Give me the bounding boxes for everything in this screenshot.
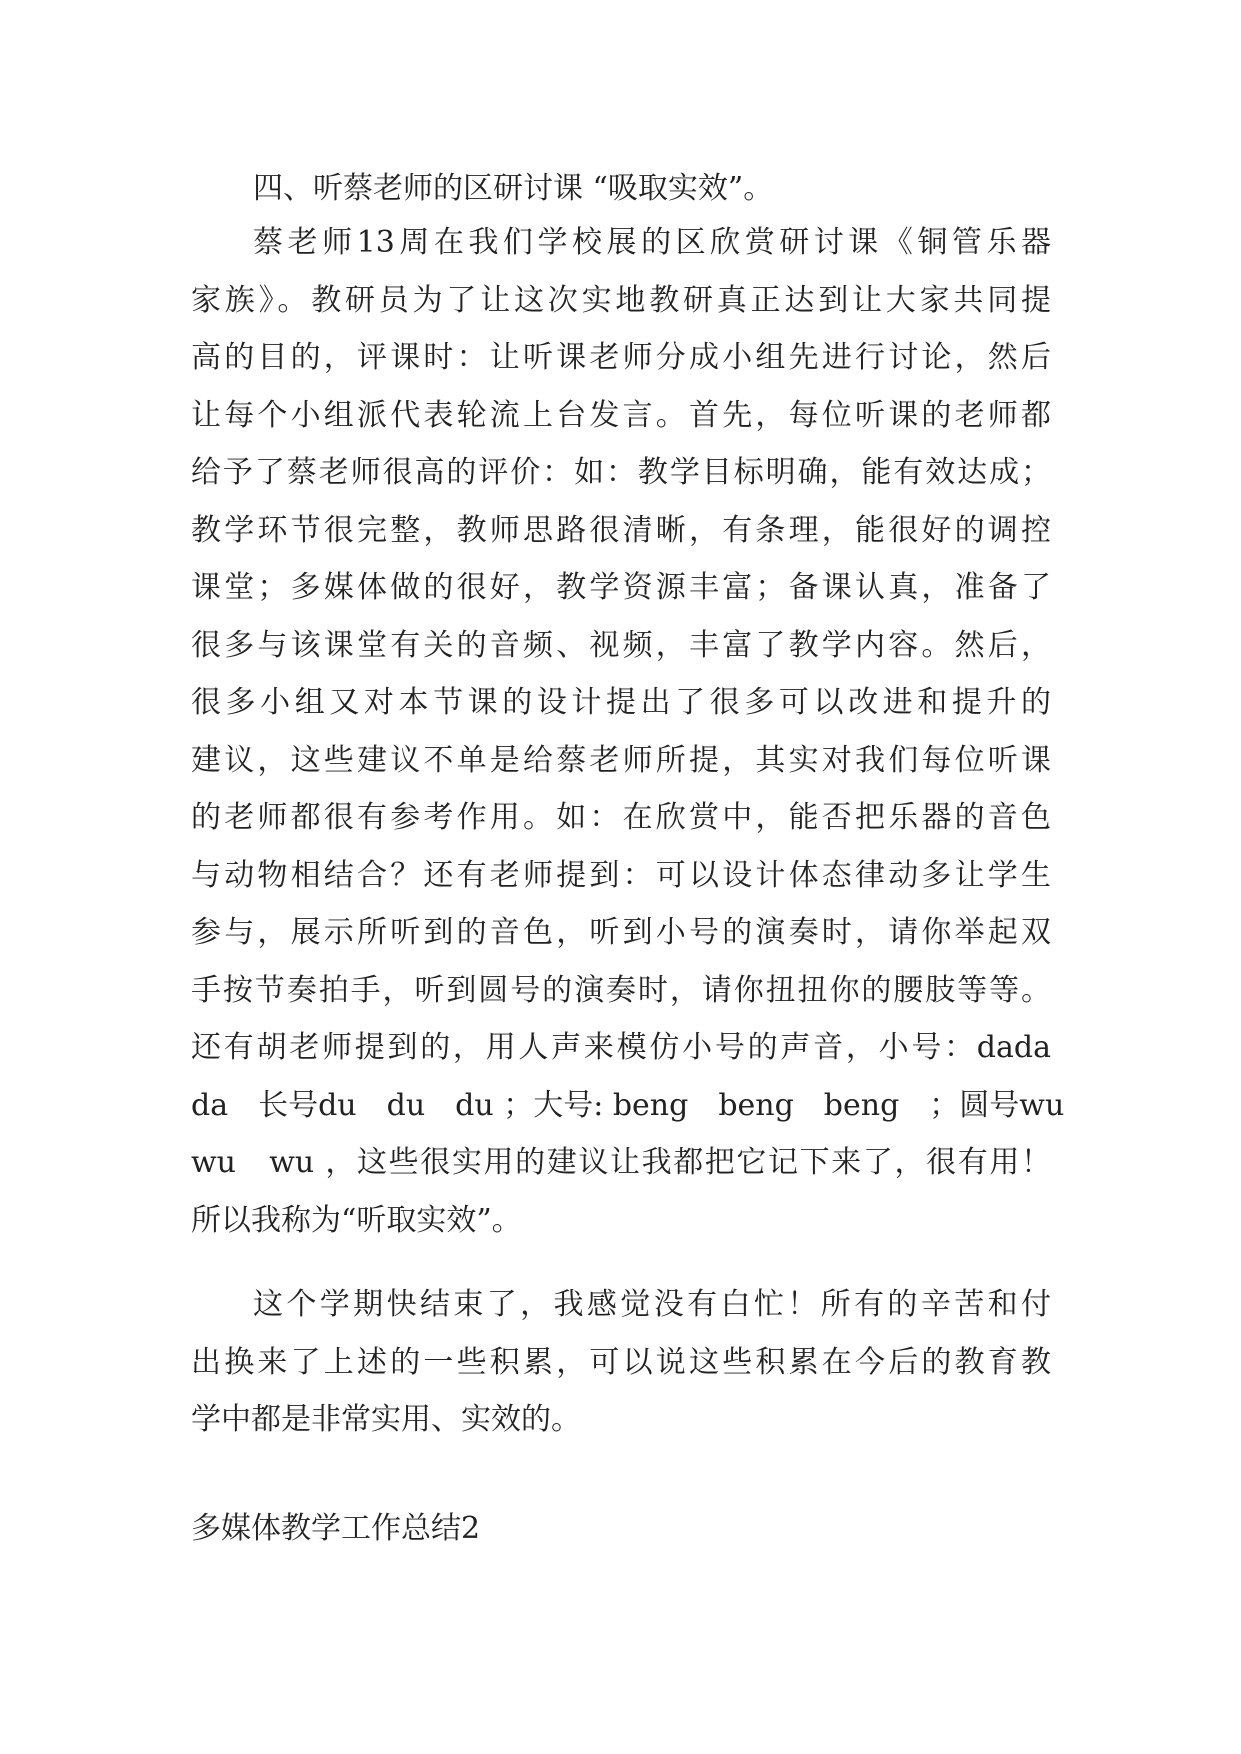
- paragraph-line: 建议，这些建议不单是给蔡老师所提，其实对我们每位听课: [191, 742, 1051, 778]
- paragraph-line: 参与，展示所听到的音色，听到小号的演奏时，请你举起双: [191, 915, 1051, 950]
- paragraph-line: wu wu ，这些很实用的建议让我都把它记下来了，很有用！: [191, 1145, 1051, 1180]
- paragraph-line: 这个学期快结束了，我感觉没有白忙！所有的辛苦和付: [253, 1287, 1051, 1322]
- paragraph-line: 所以我称为“听取实效”。: [191, 1202, 522, 1238]
- paragraph-line: 家族》。教研员为了让这次实地教研真正达到让大家共同提: [191, 282, 1051, 318]
- paragraph-line: 很多小组又对本节课的设计提出了很多可以改进和提升的: [191, 685, 1051, 720]
- next-title-block: [191, 1500, 1051, 1558]
- paragraph-line: 很多与该课堂有关的音频、视频，丰富了教学内容。然后，: [191, 627, 1051, 663]
- paragraph-line: 教学环节很完整，教师思路很清晰，有条理，能很好的调控: [191, 512, 1051, 548]
- paragraph-line: 蔡老师13周在我们学校展的区欣赏研讨课《铜管乐器: [253, 225, 1051, 260]
- next-section-title: 多媒体教学工作总结2: [191, 1511, 481, 1546]
- paragraph-line: 让每个小组派代表轮流上台发言。首先，每位听课的老师都: [191, 397, 1051, 433]
- paragraph-line: 出换来了上述的一些积累，可以说这些积累在今后的教育教: [191, 1344, 1051, 1380]
- paragraph-line: 的老师都很有参考作用。如：在欣赏中，能否把乐器的音色: [191, 800, 1051, 835]
- paragraph-line: 与动物相结合？还有老师提到：可以设计体态律动多让学生: [191, 857, 1051, 893]
- closing-paragraph: [191, 1276, 1051, 1449]
- paragraph-line: 手按节奏拍手，听到圆号的演奏时，请你扭扭你的腰肢等等。: [191, 972, 1051, 1008]
- paragraph-line: 给予了蔡老师很高的评价：如：教学目标明确，能有效达成；: [191, 455, 1051, 490]
- paragraph-line: da 长号du du du ；大号: beng beng beng ；圆号wu: [191, 1087, 1065, 1123]
- paragraph-line: 课堂；多媒体做的很好，教学资源丰富；备课认真，准备了: [191, 570, 1051, 605]
- paragraph-line: 高的目的，评课时：让听课老师分成小组先进行讨论，然后: [191, 340, 1051, 375]
- paragraph-line: 学中都是非常实用、实效的。: [191, 1402, 581, 1437]
- section-heading: 四、听蔡老师的区研讨课 “吸取实效”。: [253, 171, 774, 206]
- section-heading-block: [191, 160, 1051, 218]
- paragraph-line: 还有胡老师提到的，用人声来模仿小号的声音，小号：dada: [191, 1030, 1051, 1065]
- section-paragraph: [191, 214, 1065, 1249]
